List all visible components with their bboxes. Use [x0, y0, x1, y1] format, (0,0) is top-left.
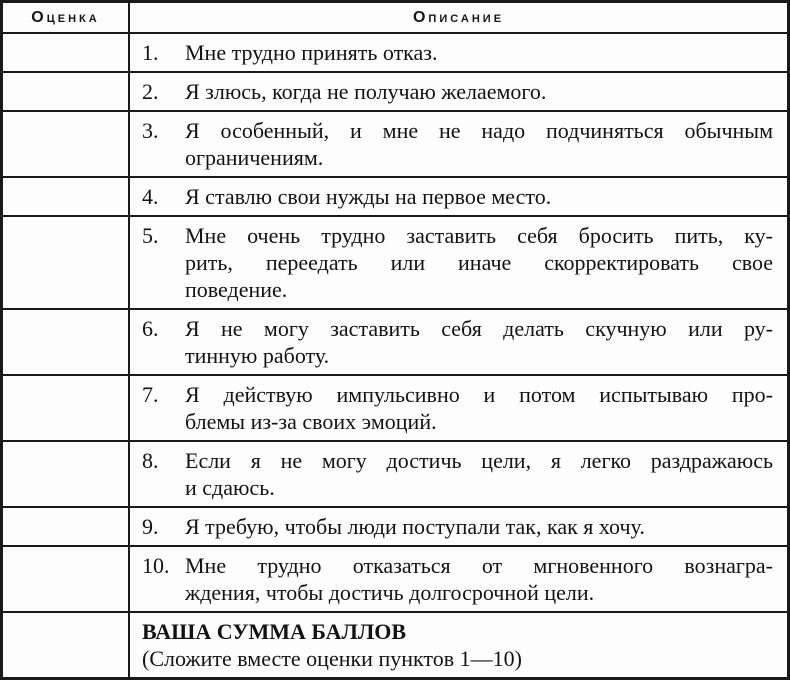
item-number: 1. [142, 40, 159, 65]
item-text: Мне трудно принять отказ. [185, 40, 438, 65]
description-cell [129, 177, 789, 216]
description-cell [129, 72, 789, 111]
item-number: 7. [142, 382, 159, 407]
table-body [2, 33, 789, 612]
item-text: Я требую, чтобы люди поступали так, как я хочу. [185, 514, 645, 539]
description-cell [129, 507, 789, 546]
item-text: Я ставлю свои нужды на первое место. [185, 184, 552, 209]
score-cell [2, 72, 130, 111]
sum-score-cell [2, 612, 130, 679]
sum-description-cell [129, 612, 789, 679]
description-cell [129, 375, 789, 441]
sum-row [2, 612, 789, 679]
table-row [2, 216, 789, 309]
score-cell [2, 441, 130, 507]
score-cell [2, 111, 130, 177]
item-text: Если я не могу достичь цели, я легко раздражаюсь и сдаюсь. [185, 448, 773, 500]
description-cell [129, 111, 789, 177]
table-row [2, 546, 789, 612]
score-cell [2, 216, 130, 309]
item-text: Мне трудно отказаться от мгновенного вознагра- ждения, чтобы достичь долгосрочной цели. [185, 553, 773, 605]
description-column-header: Описание [129, 2, 789, 34]
description-cell [129, 546, 789, 612]
table-row [2, 375, 789, 441]
item-text: Я особенный, и мне не надо подчиняться обычным ограничениям. [185, 118, 773, 170]
description-cell [129, 33, 789, 72]
score-cell [2, 507, 130, 546]
item-number: 8. [142, 448, 159, 473]
description-cell [129, 309, 789, 375]
score-cell [2, 309, 130, 375]
sum-title: ВАША СУММА БАЛЛОВ [142, 619, 407, 644]
table-row [2, 441, 789, 507]
item-number: 4. [142, 184, 159, 209]
item-number: 5. [142, 223, 159, 248]
description-cell [129, 441, 789, 507]
item-number: 6. [142, 316, 159, 341]
item-number: 3. [142, 118, 159, 143]
table-row [2, 507, 789, 546]
item-number: 9. [142, 514, 159, 539]
score-cell [2, 177, 130, 216]
table-row [2, 33, 789, 72]
score-cell [2, 375, 130, 441]
header-row [2, 2, 789, 34]
score-cell [2, 33, 130, 72]
item-number: 2. [142, 79, 159, 104]
score-cell [2, 546, 130, 612]
table-header [2, 2, 789, 34]
item-number: 10. [142, 553, 170, 578]
description-cell [129, 216, 789, 309]
item-text: Я не могу заставить себя делать скучную или ру- тинную работу. [185, 316, 773, 368]
sum-subtitle: (Сложите вместе оценки пунктов 1—10) [142, 646, 522, 671]
table-row [2, 72, 789, 111]
item-text: Мне очень трудно заставить себя бросить пить, ку- рить, переедать или иначе скорректировать свое поведение. [185, 223, 773, 302]
item-text: Я злюсь, когда не получаю желаемого. [185, 79, 547, 104]
table-footer [2, 612, 789, 679]
score-column-header: Оценка [2, 2, 130, 34]
table-row [2, 309, 789, 375]
table-row [2, 111, 789, 177]
table-row [2, 177, 789, 216]
item-text: Я действую импульсивно и потом испытываю про- блемы из-за своих эмоций. [185, 382, 773, 434]
